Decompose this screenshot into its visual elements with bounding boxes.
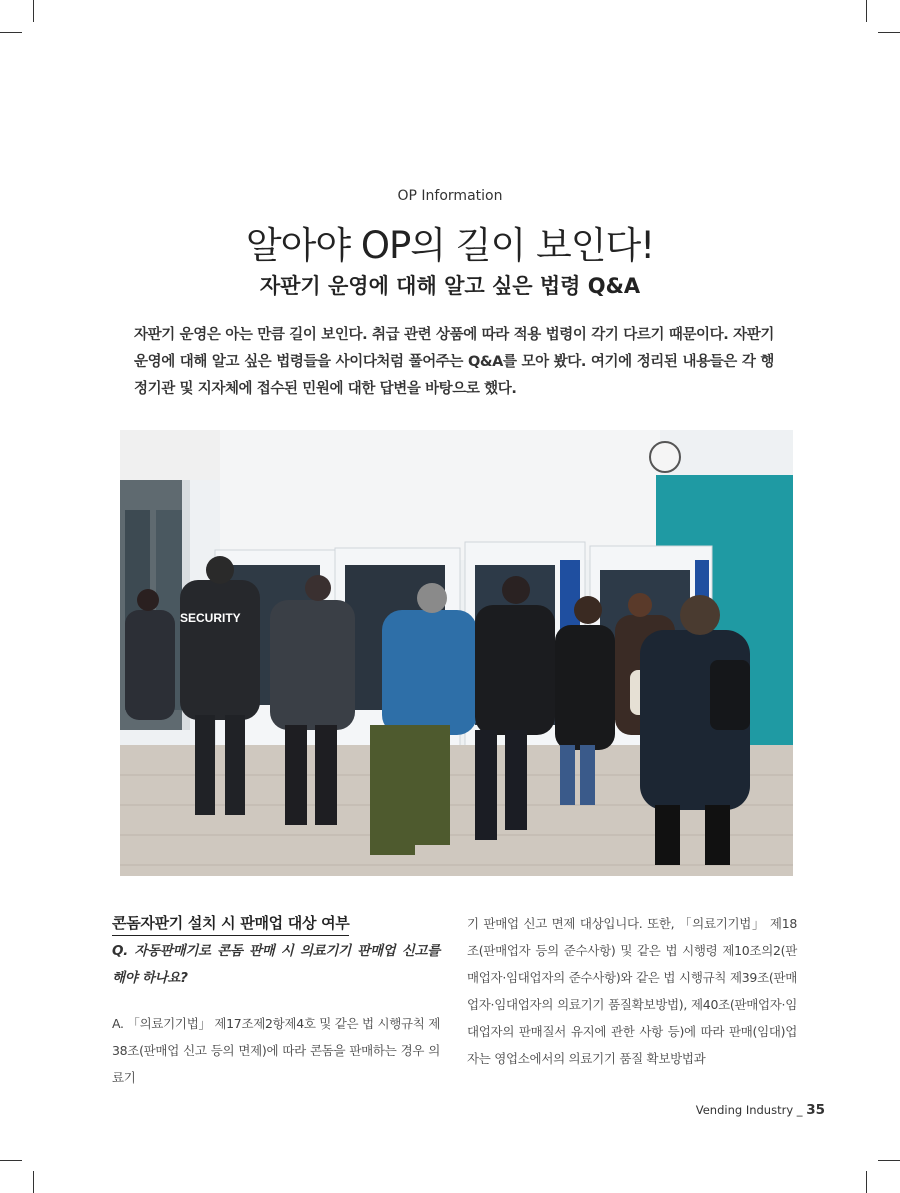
- question-text: Q. 자동판매기로 콘돔 판매 시 의료기기 판매업 신고를 해야 하나요?: [112, 943, 440, 986]
- page-number: 35: [806, 1102, 825, 1118]
- page-footer: [696, 1102, 825, 1118]
- security-jacket-label: SECURITY: [180, 611, 241, 625]
- section-kicker: OP Information: [397, 188, 503, 204]
- crop-mark: [0, 32, 22, 33]
- crop-mark: [878, 32, 900, 33]
- crop-mark: [33, 0, 34, 22]
- crop-mark: [33, 1171, 34, 1193]
- crop-mark: [866, 0, 867, 22]
- article-intro: 자판기 운영은 아는 만큼 길이 보인다. 취급 관련 상품에 따라 적용 법령이 각기 다르기 때문이다. 자판기 운영에 대해 알고 싶은 법령들을 사이다처럼 풀어주는 Q&A를 모아 봤다. 여기에 정리된 내용들은 각 행정기관 및 지자체에 접수된 민원에 대한 답변을 바탕으로 했다.: [134, 327, 774, 397]
- crop-mark: [0, 1160, 22, 1161]
- answer-text-left: A. 「의료기기법」 제17조제2항제4호 및 같은 법 시행규칙 제38조(판매업 신고 등의 면제)에 따라 콘돔을 판매하는 경우 의료기: [112, 1016, 440, 1085]
- article-photo: [120, 430, 793, 876]
- article-title: 알아야 OP의 길이 보인다!: [245, 224, 655, 267]
- publication-name: Vending Industry _: [695, 1103, 803, 1117]
- crop-mark: [878, 1160, 900, 1161]
- crop-mark: [866, 1171, 867, 1193]
- section-heading: 콘돔자판기 설치 시 판매업 대상 여부: [112, 912, 349, 936]
- article-column-left: [112, 910, 440, 1091]
- article-column-right: 기 판매업 신고 면제 대상입니다. 또한, 「의료기기법」 제18조(판매업자 등의 준수사항) 및 같은 법 시행령 제10조의2(판매업자·임대업자의 준수사항)와 같은 법 시행규칙 제39조(판매업자·임대업자의 의료기기 품질확보방법), 제40조(판매업자·임대업자의 판매질서 유지에 관한 사항 등)에 따라 판매(임대)업자는 영업소에서의 의료기기 품질 확보방법과: [467, 916, 797, 1066]
- article-subtitle: 자판기 운영에 대해 알고 싶은 법령 Q&A: [259, 274, 641, 298]
